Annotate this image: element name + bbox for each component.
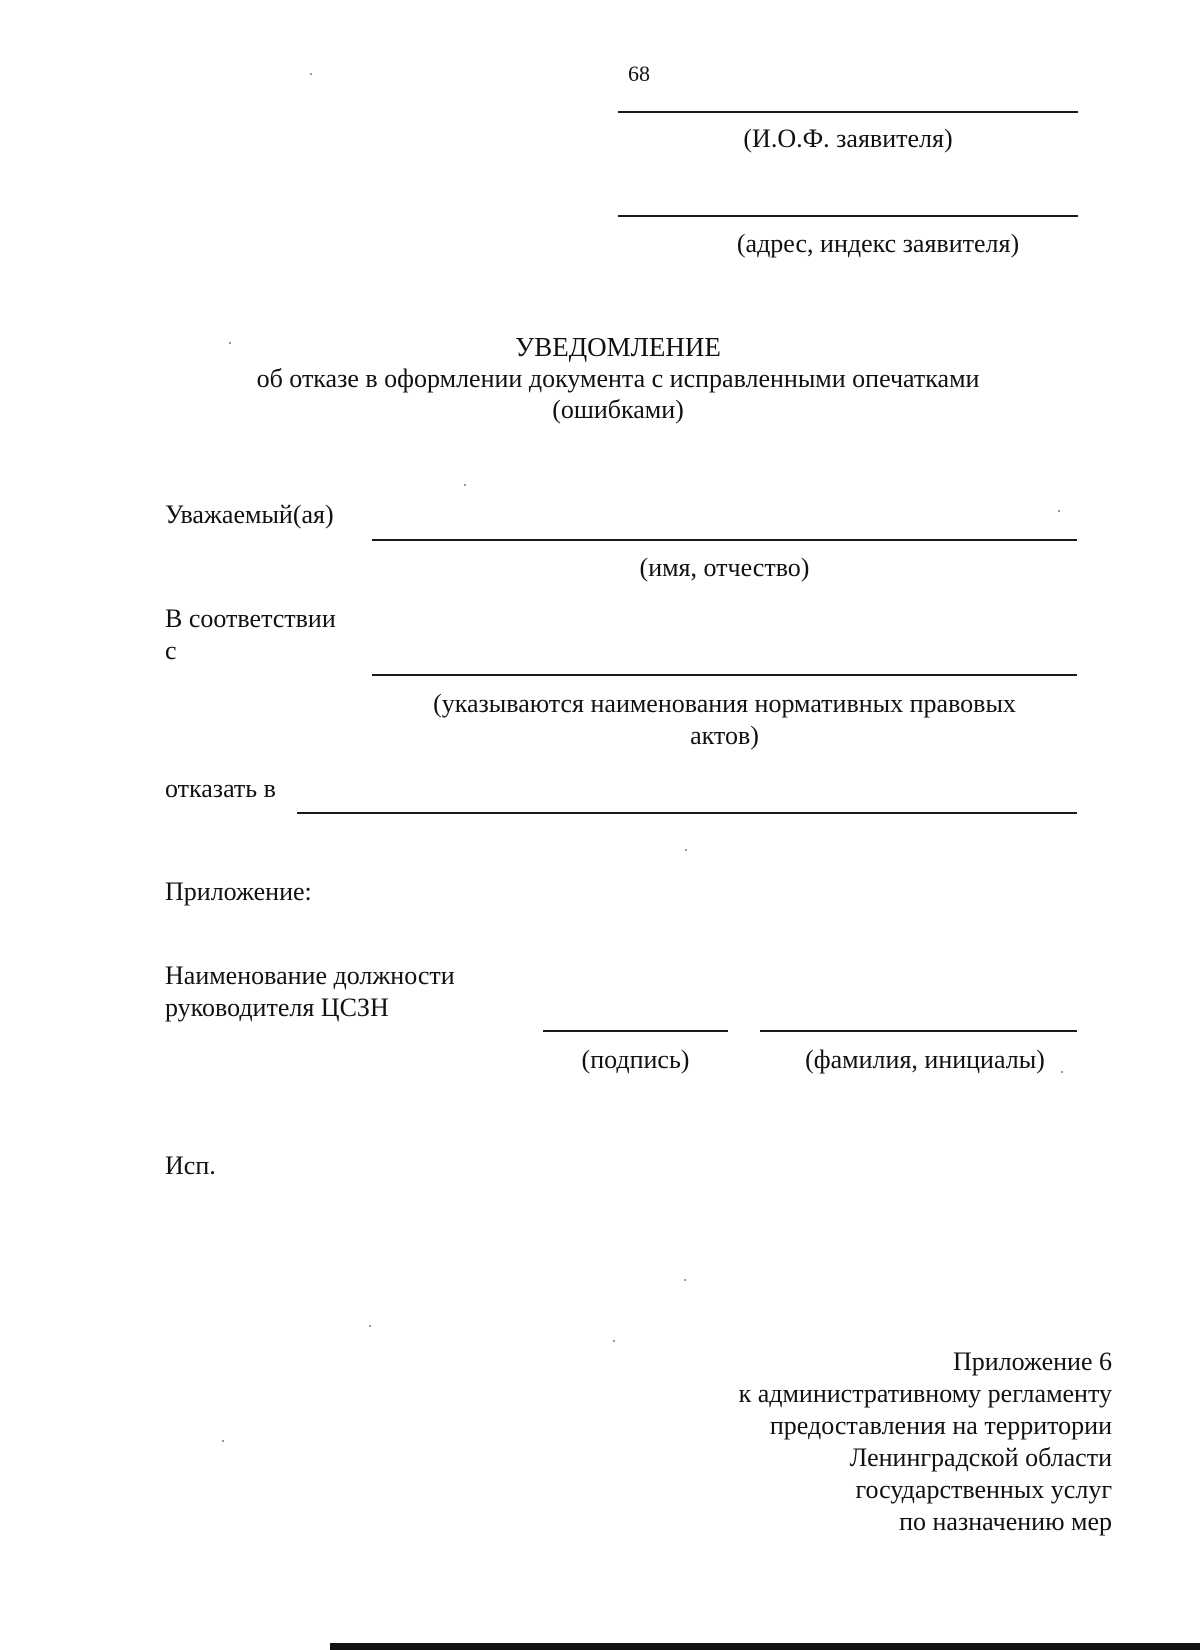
- scan-speck: [1061, 1071, 1063, 1073]
- according-label-line2: с: [165, 636, 177, 665]
- surname-caption: (фамилия, инициалы): [805, 1045, 1045, 1074]
- greeting-name-line: [372, 539, 1077, 541]
- page-number: 68: [628, 61, 650, 86]
- scan-edge-bar: [330, 1643, 1200, 1650]
- appendix-line6: по назначению мер: [899, 1507, 1112, 1536]
- scan-speck: [613, 1340, 615, 1342]
- scan-speck: [310, 73, 312, 75]
- applicant-address-caption: (адрес, индекс заявителя): [736, 229, 1020, 258]
- scan-speck: [229, 342, 231, 344]
- scan-speck: [369, 1325, 371, 1327]
- appendix-line1: Приложение 6: [952, 1347, 1112, 1376]
- scan-speck: [684, 1279, 686, 1281]
- greeting-label: Уважаемый(ая): [165, 500, 334, 529]
- appendix-line3: предоставления на территории: [769, 1411, 1112, 1440]
- acts-caption-line1: (указываются наименования нормативных правовых: [433, 689, 1016, 718]
- name-caption: (имя, отчество): [639, 553, 810, 582]
- surname-line: [760, 1030, 1077, 1032]
- scan-speck: [1058, 510, 1060, 512]
- refuse-label: отказать в: [165, 774, 276, 803]
- signature-line: [543, 1030, 728, 1032]
- scan-speck: [685, 849, 687, 851]
- position-title-line1: Наименование должности: [165, 961, 455, 990]
- document-heading: УВЕДОМЛЕНИЕ: [515, 332, 721, 362]
- refuse-line: [297, 812, 1077, 814]
- attachment-label: Приложение:: [165, 877, 312, 906]
- appendix-line4: Ленинградской области: [849, 1443, 1112, 1472]
- applicant-name-caption: (И.О.Ф. заявителя): [743, 124, 953, 153]
- document-subtitle-line1: об отказе в оформлении документа с исправленными опечатками: [256, 364, 980, 393]
- scan-speck: [222, 1440, 224, 1442]
- appendix-line2: к административному регламенту: [738, 1379, 1112, 1408]
- scan-speck: [464, 484, 466, 486]
- applicant-address-line: [618, 215, 1078, 217]
- position-title-line2: руководителя ЦСЗН: [165, 993, 389, 1022]
- document-subtitle-line2: (ошибками): [552, 395, 684, 424]
- according-label-line1: В соответствии: [165, 604, 336, 633]
- executor-label: Исп.: [165, 1151, 216, 1180]
- applicant-name-line: [618, 111, 1078, 113]
- appendix-line5: государственных услуг: [855, 1475, 1112, 1504]
- signature-caption: (подпись): [581, 1045, 690, 1074]
- acts-line: [372, 674, 1077, 676]
- acts-caption-line2: актов): [690, 721, 759, 750]
